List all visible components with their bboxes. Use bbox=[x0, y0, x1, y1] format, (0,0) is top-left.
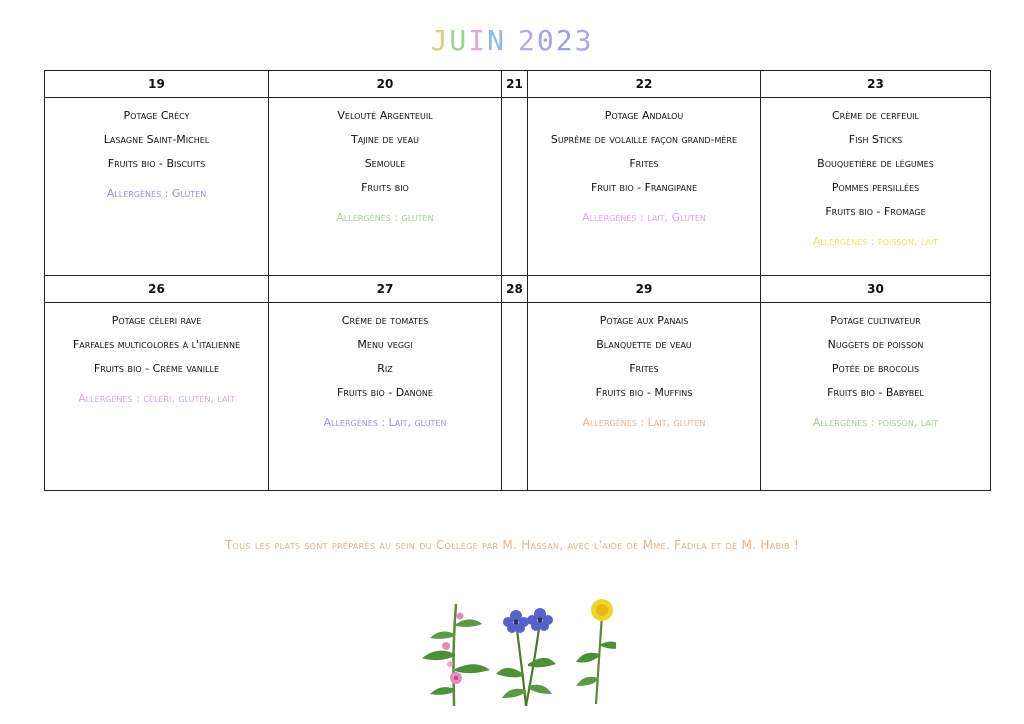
day-number: 21 bbox=[502, 71, 528, 98]
dish-item: Potage Crécy bbox=[123, 109, 190, 122]
dish-item: Suprême de volaille façon grand-mère bbox=[550, 133, 738, 146]
week-menu-row bbox=[45, 303, 991, 491]
day-menu-cell bbox=[761, 303, 991, 491]
dish-item: Nuggets de poisson bbox=[827, 338, 924, 351]
week-day-header-row bbox=[45, 276, 991, 303]
dish-item: Fruits bio - Danone bbox=[337, 386, 433, 399]
title-letter: N bbox=[487, 24, 506, 57]
day-menu-cell bbox=[528, 98, 761, 276]
dish-item: Fruits bio - Babybel bbox=[827, 386, 924, 399]
allergens-note: Allergènes : poisson, lait bbox=[812, 416, 939, 429]
title-letter: U bbox=[449, 24, 469, 57]
day-menu-cell bbox=[502, 303, 528, 491]
title-letter: 2 bbox=[518, 24, 537, 57]
dish-item: Fruits bio - Crème vanille bbox=[93, 362, 220, 375]
day-menu-cell bbox=[269, 98, 502, 276]
pink-flower-icon bbox=[422, 604, 490, 706]
title-letter: 3 bbox=[574, 24, 594, 57]
dish-item: Riz bbox=[377, 362, 393, 375]
title-letter: J bbox=[430, 24, 450, 57]
title-letter: 2 bbox=[555, 24, 575, 57]
allergens-note: Allergènes : Lait, gluten bbox=[323, 416, 447, 429]
day-menu-cell bbox=[45, 98, 269, 276]
day-menu-cell bbox=[502, 98, 528, 276]
dish-item: Crème de tomates bbox=[341, 314, 429, 327]
dish-item: Potage Andalou bbox=[604, 109, 684, 122]
day-number: 26 bbox=[45, 276, 269, 303]
day-menu-cell bbox=[528, 303, 761, 491]
dish-item: Potage cultivateur bbox=[830, 314, 921, 327]
dish-item: Tajine de veau bbox=[350, 133, 419, 146]
dish-item: Blanquette de veau bbox=[596, 338, 692, 351]
page-title bbox=[0, 24, 1024, 57]
dish-item: Potage céleri rave bbox=[111, 314, 202, 327]
dish-item: Farfales multicolores à l'italienne bbox=[72, 338, 241, 351]
dish-item: Fruits bio - Fromage bbox=[825, 205, 926, 218]
dish-item: Fruits bio bbox=[361, 181, 409, 194]
dish-item: Pommes persillées bbox=[831, 181, 920, 194]
day-menu-cell bbox=[761, 98, 991, 276]
dish-item: Lasagne Saint-Michel bbox=[103, 133, 210, 146]
allergens-note: Allergènes : lait, Gluten bbox=[582, 211, 706, 224]
day-menu-cell bbox=[269, 303, 502, 491]
dish-item: Fruits bio - Muffins bbox=[595, 386, 693, 399]
allergens-note: Allergènes : Lait, gluten bbox=[582, 416, 706, 429]
day-number: 29 bbox=[528, 276, 761, 303]
yellow-flower-icon bbox=[576, 599, 616, 704]
day-number: 20 bbox=[269, 71, 502, 98]
allergens-note: Allergènes : gluten bbox=[336, 211, 434, 224]
day-number: 22 bbox=[528, 71, 761, 98]
dish-item: Fruit bio - Frangipane bbox=[591, 181, 697, 194]
footer-note: Tous les plats sont préparés au sein du Collège par M. Hassan, avec l'aide de Mme. Fadila et de M. Habib ! bbox=[225, 538, 799, 552]
day-number: 30 bbox=[761, 276, 991, 303]
week-menu-row bbox=[45, 98, 991, 276]
allergens-note: Allergènes : poisson, lait bbox=[812, 235, 939, 248]
dish-item: Potée de brocolis bbox=[831, 362, 920, 375]
dish-item: Frites bbox=[629, 362, 659, 375]
dish-item: Bouquetière de légumes bbox=[817, 157, 934, 170]
day-menu-cell bbox=[45, 303, 269, 491]
allergens-note: Allergènes : Gluten bbox=[106, 187, 207, 200]
flowers-illustration bbox=[416, 594, 616, 710]
dish-item: Frites bbox=[629, 157, 659, 170]
menu-table bbox=[44, 70, 991, 491]
dish-item: Fish Sticks bbox=[848, 133, 903, 146]
day-number: 27 bbox=[269, 276, 502, 303]
day-number: 19 bbox=[45, 71, 269, 98]
title-letter: I bbox=[468, 24, 488, 57]
title-letter: 0 bbox=[536, 24, 556, 57]
dish-item: Potage aux Panais bbox=[599, 314, 689, 327]
allergens-note: Allergènes : céleri, gluten, lait bbox=[78, 392, 235, 405]
blue-flower-icon bbox=[496, 608, 556, 706]
dish-item: Fruits bio - Biscuits bbox=[107, 157, 206, 170]
day-number: 28 bbox=[502, 276, 528, 303]
day-number: 23 bbox=[761, 71, 991, 98]
dish-item: Velouté Argenteuil bbox=[337, 109, 433, 122]
week-day-header-row bbox=[45, 71, 991, 98]
dish-item: Semoule bbox=[364, 157, 406, 170]
dish-item: Menu veggi bbox=[357, 338, 413, 351]
dish-item: Crème de cerfeuil bbox=[832, 109, 919, 122]
